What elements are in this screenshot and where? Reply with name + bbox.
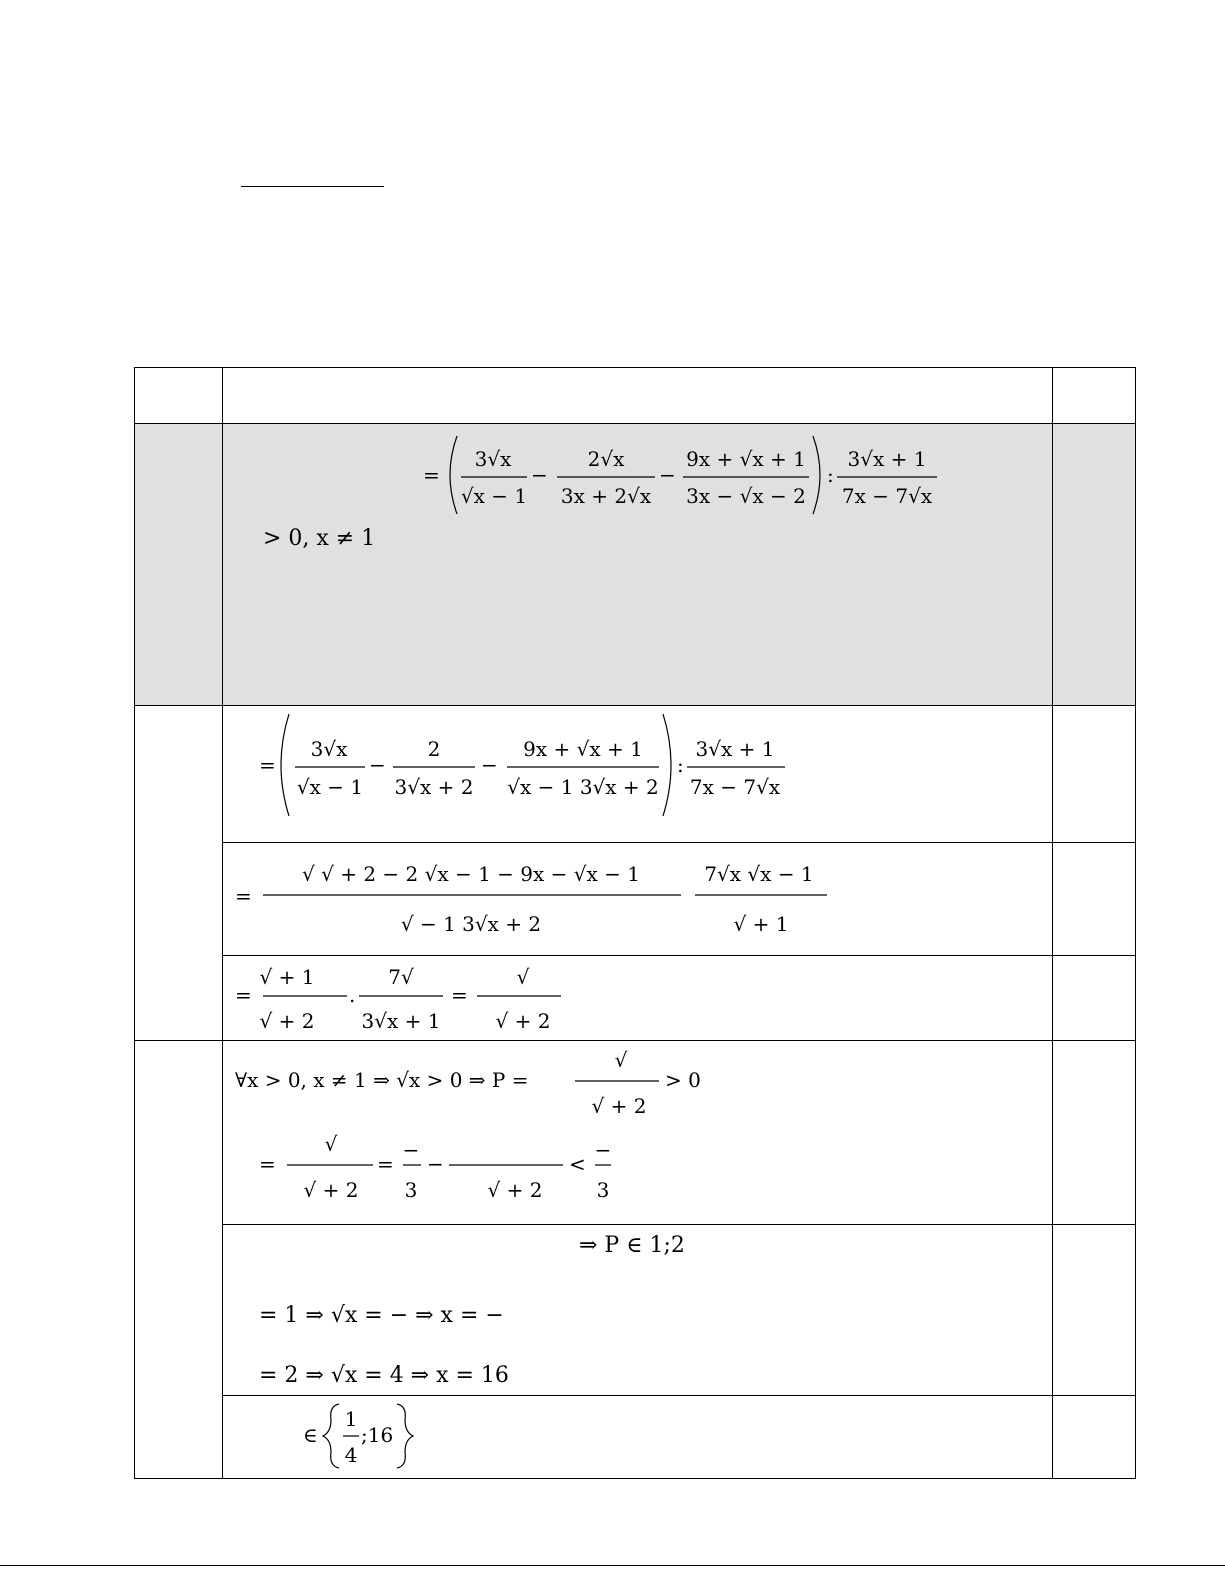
equals-sign: = (259, 753, 276, 777)
fraction-3-denominator: √x − 1 3√x + 2 (507, 775, 659, 799)
positivity-line (235, 1043, 755, 1125)
small-numerator: − (402, 1138, 420, 1162)
upper-bound-line (259, 1127, 679, 1209)
step-cell (223, 1041, 1053, 1225)
fraction-3-numerator: 9x + √x + 1 (686, 447, 806, 471)
equals-sign: = (235, 884, 252, 908)
right-numerator: 7√x √x − 1 (704, 862, 814, 886)
fraction-2-denominator: 3√x + 2 (394, 775, 474, 799)
fraction-numerator: √ (614, 1048, 628, 1072)
combined-fraction (235, 849, 855, 945)
case-p-equals-2 (259, 1363, 509, 1388)
factored-expression (259, 710, 839, 820)
fraction-2-denominator: 3√x + 1 (361, 1009, 441, 1033)
division-colon: : (827, 463, 834, 487)
score-cell (1053, 424, 1136, 706)
fraction-3-numerator: √ (516, 965, 530, 989)
case-p-equals-1 (259, 1303, 504, 1328)
step-cell (223, 706, 1053, 843)
score-cell (1053, 843, 1136, 956)
fraction-4-denominator: 7x − 7√x (841, 484, 933, 508)
equals-sign: = (259, 1152, 276, 1176)
small-denominator: 3 (404, 1178, 418, 1202)
step-row (135, 843, 1136, 956)
score-cell (1053, 1225, 1136, 1396)
step-cell (223, 956, 1053, 1041)
header-cell-content (223, 368, 1053, 424)
division-colon: : (677, 753, 684, 777)
step-row (135, 956, 1136, 1041)
fraction-denominator: 4 (344, 1443, 358, 1467)
solution-set (303, 1398, 443, 1474)
score-cell (1053, 956, 1136, 1041)
conclusion-cell (223, 1396, 1053, 1479)
right-denominator: √ + 1 (733, 912, 789, 936)
top-underline (241, 186, 384, 187)
part-cell (135, 1041, 223, 1479)
condition-text: > 0, x ≠ 1 (263, 526, 376, 551)
right-brace (397, 1404, 413, 1468)
multiply-dot: . (349, 983, 356, 1007)
expression-cell (223, 424, 1053, 706)
domain-condition (263, 526, 375, 551)
left-paren (281, 714, 289, 816)
header-row (135, 368, 1136, 424)
element-of-sign: ∈ (303, 1423, 318, 1447)
minus-sign: − (659, 463, 676, 487)
step-row (135, 706, 1136, 843)
equals-sign: = (451, 983, 468, 1007)
simplified-result (235, 958, 595, 1038)
fraction-1-numerator: √ + 1 (259, 965, 315, 989)
fraction-denominator: √ + 2 (591, 1094, 647, 1118)
header-cell-part (135, 368, 223, 424)
footer-rule (0, 1565, 1225, 1566)
expression-row (135, 424, 1136, 706)
part-cell (135, 706, 223, 1041)
small-denominator: 3 (596, 1178, 610, 1202)
integer-values-text: ⇒ P ∈ 1;2 (579, 1233, 685, 1258)
fraction-2-numerator: 7√ (388, 965, 414, 989)
fraction-4-numerator: 3√x + 1 (847, 447, 927, 471)
fraction-1-numerator: 3√x (474, 447, 512, 471)
fraction-4-numerator: 3√x + 1 (695, 737, 775, 761)
step-row (135, 1041, 1136, 1225)
set-remainder: ;16 (361, 1423, 394, 1447)
score-cell (1053, 706, 1136, 843)
equals-sign: = (423, 463, 440, 487)
fraction-1-denominator: √ + 2 (259, 1009, 315, 1033)
minus-sign: − (427, 1152, 444, 1176)
fraction-1-denominator: √x − 1 (460, 484, 528, 508)
fraction-1-numerator: 3√x (310, 737, 348, 761)
step-cell (223, 1225, 1053, 1396)
fraction-4-denominator: 7x − 7√x (689, 775, 781, 799)
left-paren (450, 436, 457, 514)
score-cell (1053, 1396, 1136, 1479)
fraction-denominator: √ + 2 (303, 1178, 359, 1202)
original-expression (423, 430, 943, 520)
conclusion-row (135, 1396, 1136, 1479)
left-brace (323, 1404, 339, 1468)
fraction-numerator: √ (324, 1132, 338, 1156)
answer-table (134, 367, 1136, 1479)
fraction-denominator: √ + 2 (487, 1178, 543, 1202)
integer-values-line (579, 1233, 685, 1258)
minus-sign: − (531, 463, 548, 487)
minus-sign: − (481, 753, 498, 777)
minus-sign: − (369, 753, 386, 777)
positivity-result: > 0 (665, 1068, 701, 1092)
fraction-2-denominator: 3x + 2√x (560, 484, 652, 508)
fraction-numerator: 1 (344, 1407, 358, 1431)
right-paren (663, 714, 671, 816)
fraction-1-denominator: √x − 1 (296, 775, 364, 799)
big-denominator: √ − 1 3√x + 2 (400, 912, 542, 936)
fraction-3-denominator: √ + 2 (495, 1009, 551, 1033)
right-paren (813, 436, 820, 514)
part-cell (135, 424, 223, 706)
fraction-2-numerator: 2√x (587, 447, 625, 471)
step-cell (223, 843, 1053, 956)
small-numerator: − (594, 1138, 612, 1162)
step-row (135, 1225, 1136, 1396)
equals-sign: = (235, 983, 252, 1007)
equals-sign: = (377, 1152, 394, 1176)
positivity-statement: ∀x > 0, x ≠ 1 ⇒ √x > 0 ⇒ P = (235, 1068, 529, 1092)
fraction-3-numerator: 9x + √x + 1 (523, 737, 643, 761)
score-cell (1053, 1041, 1136, 1225)
fraction-2-numerator: 2 (427, 737, 441, 761)
header-cell-score (1053, 368, 1136, 424)
big-numerator: √ √ + 2 − 2 √x − 1 − 9x − √x − 1 (302, 862, 640, 886)
case-1-text: = 1 ⇒ √x = − ⇒ x = − (259, 1303, 504, 1328)
case-2-text: = 2 ⇒ √x = 4 ⇒ x = 16 (259, 1363, 509, 1388)
less-than-sign: < (569, 1152, 586, 1176)
fraction-3-denominator: 3x − √x − 2 (686, 484, 806, 508)
